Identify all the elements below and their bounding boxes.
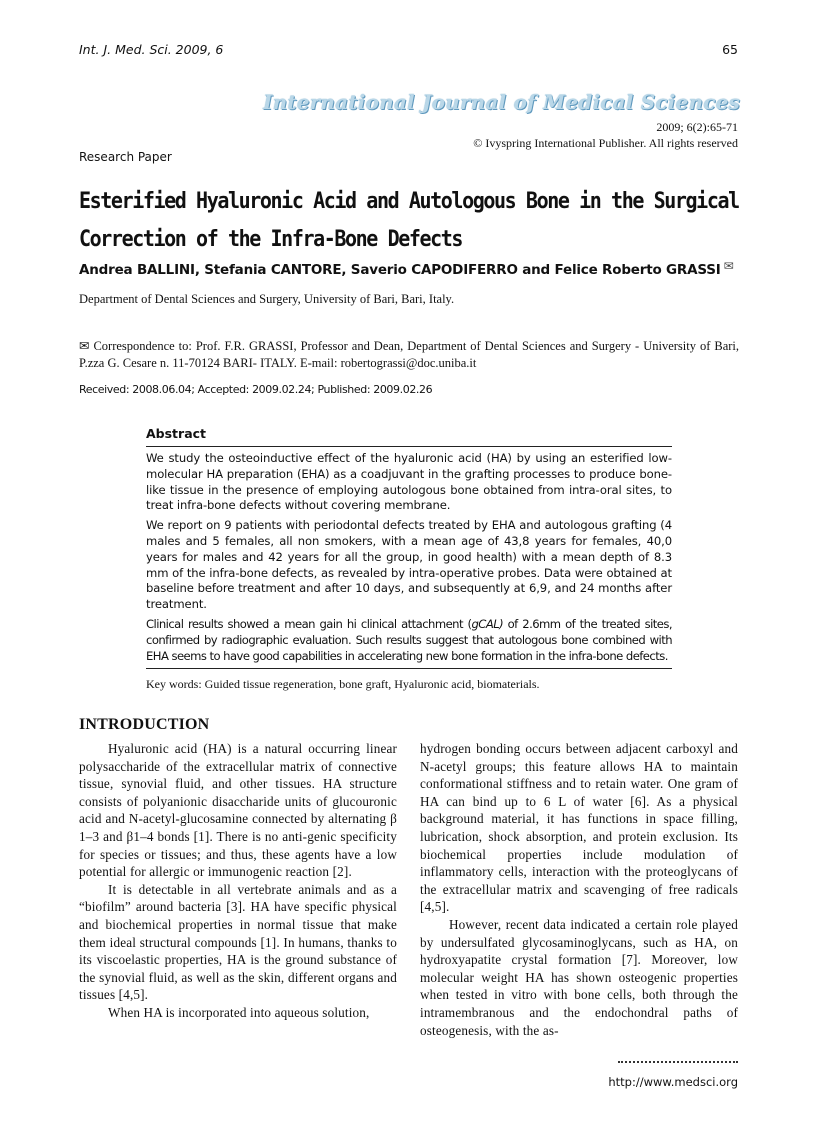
abstract-section: [146, 426, 672, 692]
publication-dates: Received: 2008.06.04; Accepted: 2009.02.24; Published: 2009.02.26: [79, 383, 433, 396]
envelope-icon[interactable]: ✉: [723, 259, 734, 273]
abstract-heading: Abstract: [146, 426, 672, 447]
intro-paragraph-1: Hyaluronic acid (HA) is a natural occurring linear polysaccharide of the extracellular matrix of connective tissue, synovial fluid, and other tissues. HA structure consists of polyanionic disaccharide units of glucouronic acid and N-acetyl-glucosamine connected by alternating β 1–3 and β1–4 bonds [1]. There is no anti-genic specificity for species or tissues; and thus, these agents have a low potential for allergic or immunogenic reaction [2].: [79, 741, 397, 880]
footer-divider: [618, 1061, 738, 1063]
intro-column-right: [420, 740, 738, 1039]
correspondence[interactable]: ✉ Correspondence to: Prof. F.R. GRASSI, Professor and Dean, Department of Dental Sciences and Surgery - University of Bari, P.zza G. Cesare n. 11-70124 BARI- ITALY. E-mail: robertograssi@doc.uniba.it: [79, 339, 739, 370]
intro-paragraph-2: It is detectable in all vertebrate animals and as a “biofilm” around bacteria [3]. HA have specific physical and biochemical properties in normal tissue that make them ideal structural compounds [1]. In humans, thanks to its viscoelastic properties, HA is the ground substance of the synovial fluid, as well as the skin, different organs and tissues [4,5].: [79, 881, 397, 1003]
running-header-journal: Int. J. Med. Sci. 2009, 6: [79, 42, 224, 57]
intro-paragraph-3-continued: hydrogen bonding occurs between adjacent carboxyl and N-acetyl groups; this feature allows HA to maintain conformational stiffness and to retain water. One gram of HA can bind up to 6 L of water [6]. As a physical background material, it has functions in space filling, lubrication, shock absorption, and protein exclusion. Its biochemical properties include modulation of inflammatory cells, interaction with the proteoglycans of the extracellular matrix and scavenging of free radicals [4,5].: [420, 741, 738, 915]
copyright-notice: © Ivyspring International Publisher. All rights reserved: [473, 136, 738, 150]
citation: 2009; 6(2):65-71: [656, 120, 738, 134]
abstract-divider: [146, 668, 672, 669]
journal-logo[interactable]: International Journal of Medical Sciences: [263, 90, 740, 114]
article-type: Research Paper: [79, 150, 172, 164]
abstract-paragraph-1: We study the osteoinductive effect of the hyaluronic acid (HA) by using an esterified low-molecular HA preparation (EHA) as a coadjuvant in the grafting processes to produce bone-like tissue in the presence of employing autologous bone obtained from intra-oral sites, to treat infra-bone defects without covering membrane.: [146, 451, 672, 513]
intro-column-left: [79, 740, 397, 1022]
introduction-heading: INTRODUCTION: [79, 716, 210, 733]
article-title: Esterified Hyaluronic Acid and Autologous Bone in the Surgical Correction of the Infra-Bone Defects: [79, 186, 739, 252]
author-list: [79, 259, 734, 278]
keywords: Key words: Guided tissue regeneration, bone graft, Hyaluronic acid, biomaterials.: [146, 677, 540, 692]
author-names: Andrea BALLINI, Stefania CANTORE, Saverio CAPODIFERRO and Felice Roberto GRASSI: [79, 262, 721, 278]
affiliation: Department of Dental Sciences and Surgery, University of Bari, Bari, Italy.: [79, 292, 455, 306]
intro-paragraph-3: When HA is incorporated into aqueous solution,: [108, 1004, 370, 1020]
page-number: 65: [722, 42, 738, 57]
abstract-paragraph-3-end: of 2.6mm of the treated sites, confirmed by radiographic evaluation. Such results suggest that autologous bone combined with EHA seems to have good capabilities in accelerating new bone formation in the infra-bone defects.: [146, 616, 672, 663]
intro-paragraph-4: However, recent data indicated a certain role played by undersulfated glycosaminoglycans, such as HA, on hydroxyapatite crystal formation [7]. Moreover, low molecular weight HA has shown osteogenic properties when tested in vitro with bone cells, both through the intramembranous and the endochondral paths of osteogenesis, with the as-: [420, 916, 738, 1038]
footer-url[interactable]: http://www.medsci.org: [608, 1075, 738, 1089]
abstract-paragraph-3: [146, 617, 672, 664]
abstract-gcal-term: gCAL): [471, 616, 504, 631]
abstract-paragraph-2: We report on 9 patients with periodontal defects treated by EHA and autologous grafting (4 males and 5 females, all non smokers, with a mean age of 43,8 years for females, 40,0 years for males and 42 years for all the group, in good health) with a mean depth of 8.3 mm of the infra-bone defects, as revealed by intra-operative probes. Data were obtained at baseline before treatment and after 10 days, and subsequently at 6,9, and 24 months after treatment.: [146, 518, 672, 612]
abstract-paragraph-3-start: Clinical results showed a mean gain hi clinical attachment (: [146, 616, 472, 631]
